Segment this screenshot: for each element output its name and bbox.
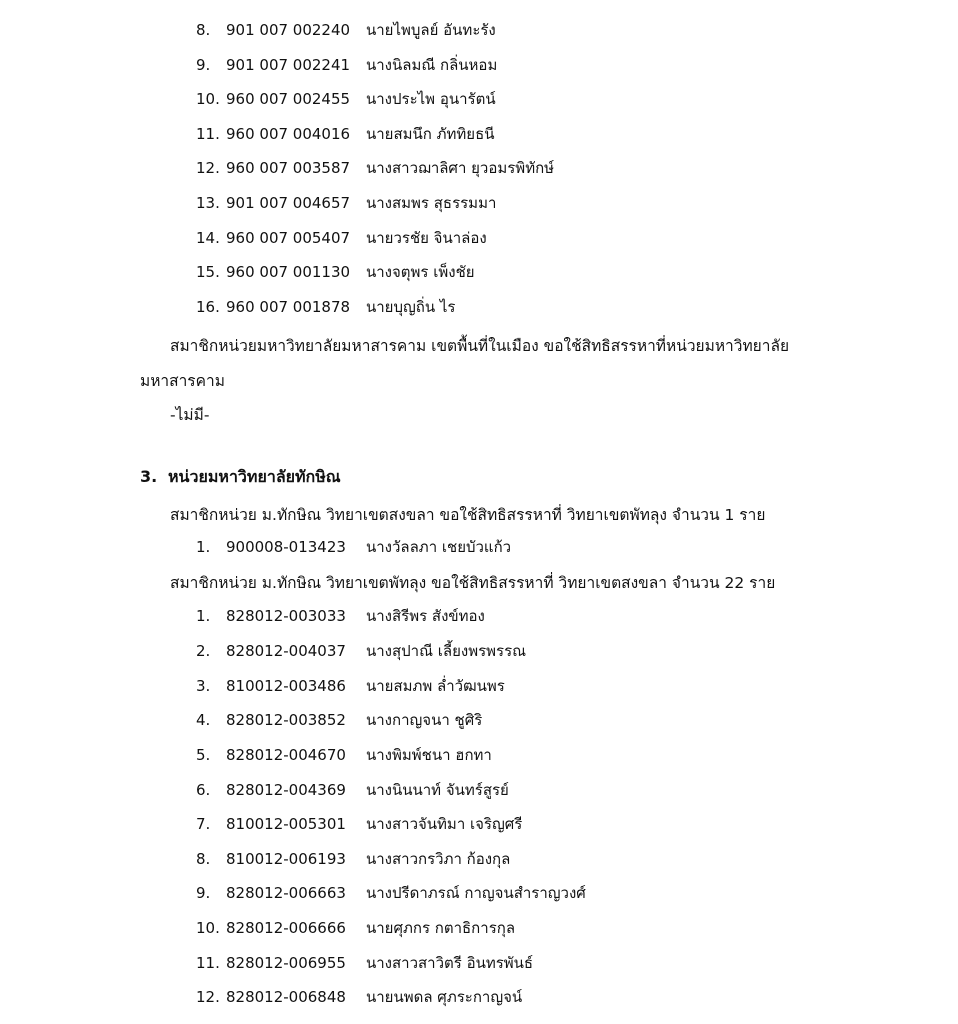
member-name: นายสมนึก ภัททิยธนี [366,125,495,143]
paragraph-phatthalung: สมาชิกหน่วย ม.ทักษิณ วิทยาเขตพัทลุง ขอใช้สิทธิสรรหาที่ วิทยาเขตสงขลา จำนวน 22 ราย [170,574,776,592]
member-code: 828012-006663 [226,884,346,902]
member-code: 810012-006193 [226,850,346,868]
section-number: 3. [140,467,158,486]
list-item [0,844,958,874]
list-item [0,705,958,735]
member-name: นางสาวฌาลิศา ยุวอมรพิทักษ์ [366,159,555,177]
member-name: นางปรีดาภรณ์ กาญจนสำราญวงศ์ [366,884,586,902]
item-number: 6. [196,781,211,799]
list-item [0,775,958,805]
member-name: นายนพดล ศุภระกาญจน์ [366,988,523,1006]
member-name: นางสุปาณี เลี้ยงพรพรรณ [366,642,527,660]
member-name: นางนินนาท์ จันทร์สูรย์ [366,781,509,799]
item-number: 10. [196,90,220,108]
item-number: 3. [196,677,211,695]
list-item [0,188,958,218]
member-name: นายวรชัย จินาล่อง [366,229,487,247]
member-code: 828012-006955 [226,954,346,972]
member-code: 900008-013423 [226,538,346,556]
item-number: 9. [196,884,211,902]
list-item [0,601,958,631]
list-item [0,878,958,908]
item-number: 4. [196,711,211,729]
section-title: หน่วยมหาวิทยาลัยทักษิณ [168,467,341,486]
list-item [0,153,958,183]
section-heading [140,465,341,490]
list-item [0,84,958,114]
list-item [0,948,958,978]
item-number: 16. [196,298,220,316]
member-name: นางนิลมณี กลิ่นหอม [366,56,498,74]
member-name: นางสิรีพร สังข์ทอง [366,607,485,625]
list-item [0,740,958,770]
list-item [0,50,958,80]
member-name: นางจตุพร เพ็งชัย [366,263,475,281]
member-code: 828012-003033 [226,607,346,625]
list-item [0,292,958,322]
list-item [0,809,958,839]
member-code: 960 007 002455 [226,90,351,108]
member-code: 828012-004037 [226,642,346,660]
member-code: 960 007 004016 [226,125,351,143]
member-name: นายศุภกร กตาธิการกุล [366,919,516,937]
item-number: 1. [196,607,211,625]
list-item [0,913,958,943]
member-name: นางวัลลภา เชยบัวแก้ว [366,538,512,556]
member-code: 960 007 001878 [226,298,351,316]
member-code: 810012-005301 [226,815,346,833]
member-code: 901 007 002240 [226,21,351,39]
item-number: 2. [196,642,211,660]
list-item [0,119,958,149]
item-number: 12. [196,988,220,1006]
item-number: 9. [196,56,211,74]
member-name: นางสาวกรวิภา ก้องกุล [366,850,511,868]
item-number: 7. [196,815,211,833]
item-number: 1. [196,538,211,556]
item-number: 8. [196,850,211,868]
member-code: 901 007 002241 [226,56,351,74]
item-number: 5. [196,746,211,764]
member-code: 960 007 003587 [226,159,351,177]
list-item [0,532,958,562]
paragraph-msu-cont: มหาสารคาม [140,372,225,390]
member-code: 960 007 005407 [226,229,351,247]
member-code: 828012-006848 [226,988,346,1006]
item-number: 14. [196,229,220,247]
item-number: 15. [196,263,220,281]
member-name: นางสาวจันทิมา เจริญศรี [366,815,523,833]
item-number: 13. [196,194,220,212]
member-name: นางประไพ อุนารัตน์ [366,90,496,108]
item-number: 8. [196,21,211,39]
member-name: นายสมภพ ล่ำวัฒนพร [366,677,505,695]
member-code: 810012-003486 [226,677,346,695]
list-item [0,671,958,701]
list-item [0,636,958,666]
member-name: นางสมพร สุธรรมมา [366,194,497,212]
item-number: 11. [196,125,220,143]
member-name: นางพิมพ์ชนา ฮกทา [366,746,492,764]
item-number: 12. [196,159,220,177]
member-name: นายไพบูลย์ อันทะรัง [366,21,496,39]
member-code: 960 007 001130 [226,263,351,281]
member-code: 901 007 004657 [226,194,351,212]
list-item [0,15,958,45]
member-code: 828012-004670 [226,746,346,764]
member-name: นายบุญถิ่น ไร [366,298,456,316]
list-item [0,223,958,253]
paragraph-songkhla: สมาชิกหน่วย ม.ทักษิณ วิทยาเขตสงขลา ขอใช้สิทธิสรรหาที่ วิทยาเขตพัทลุง จำนวน 1 ราย [170,506,766,524]
item-number: 11. [196,954,220,972]
member-code: 828012-004369 [226,781,346,799]
item-number: 10. [196,919,220,937]
member-name: นางกาญจนา ชูศิริ [366,711,483,729]
paragraph-msu: สมาชิกหน่วยมหาวิทยาลัยมหาสารคาม เขตพื้นที่ในเมือง ขอใช้สิทธิสรรหาที่หน่วยมหาวิทยาลัย [170,337,790,355]
member-code: 828012-006666 [226,919,346,937]
list-item [0,982,958,1012]
list-item [0,257,958,287]
member-name: นางสาวสาวิตรี อินทรพันธ์ [366,954,534,972]
member-code: 828012-003852 [226,711,346,729]
none-note: -ไม่มี- [170,406,210,424]
